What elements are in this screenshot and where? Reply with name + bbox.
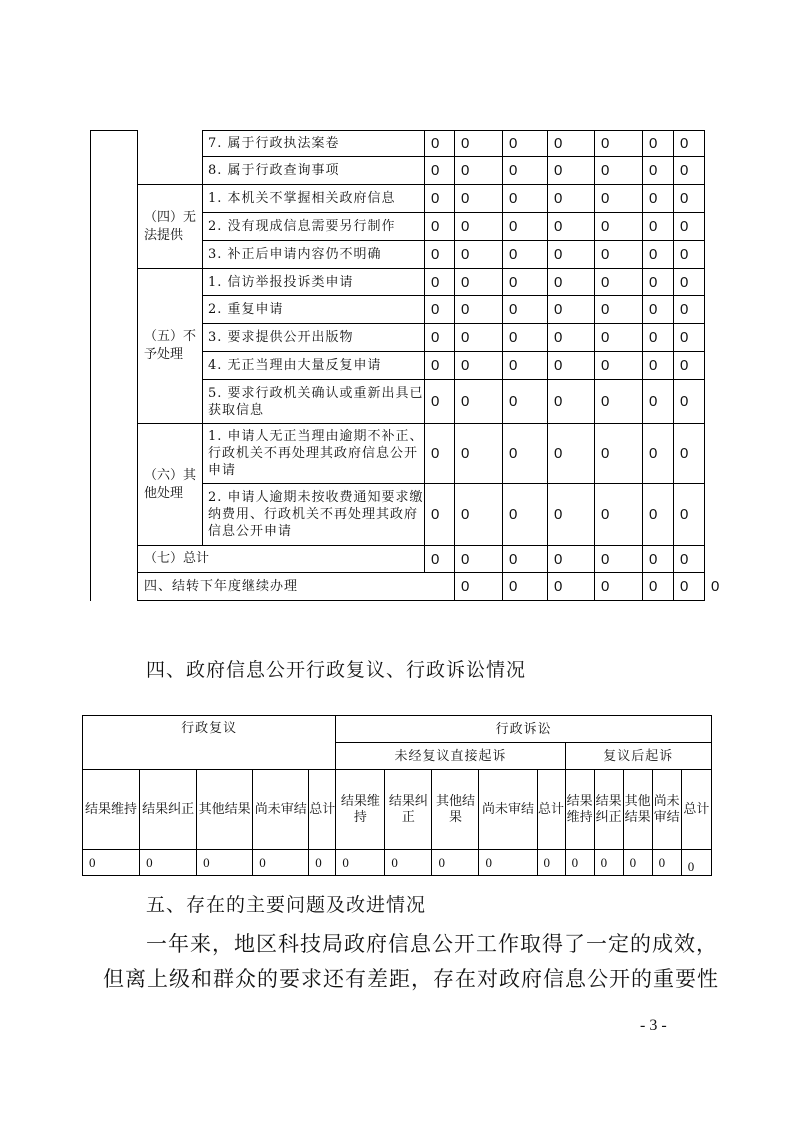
cell-value: 0 — [537, 850, 565, 876]
litigation-header: 行政诉讼 — [336, 716, 712, 743]
cell-value: 0 — [674, 213, 705, 241]
table-row — [91, 131, 705, 157]
cell-value: 0 — [674, 546, 705, 573]
cell-value: 0 — [595, 157, 643, 185]
cell-value: 0 — [595, 241, 643, 269]
cell-value: 0 — [425, 424, 455, 484]
cell-value: 0 — [197, 850, 253, 876]
cell-value: 0 — [643, 324, 674, 352]
cell-value: 0 — [674, 352, 705, 380]
cell-value: 0 — [503, 484, 548, 546]
cell-value: 0 — [674, 131, 705, 157]
row-item: 2. 申请人逾期未按收费通知要求缴纳费用、行政机关不再处理其政府信息公开申请 — [203, 484, 425, 546]
cell-value: 0 — [503, 380, 548, 424]
cell-value: 0 — [595, 185, 643, 213]
direct-suit-header: 未经复议直接起诉 — [336, 743, 565, 770]
cell-value: 0 — [455, 213, 503, 241]
col-header: 尚未审结 — [253, 770, 309, 850]
row-item: 3. 要求提供公开出版物 — [203, 324, 425, 352]
row-item: 1. 申请人无正当理由逾期不补正、行政机关不再处理其政府信息公开申请 — [203, 424, 425, 484]
cell-value: 0 — [595, 546, 643, 573]
cell-value: 0 — [643, 380, 674, 424]
col-header: 结果维持 — [83, 770, 140, 850]
cell-value: 0 — [643, 157, 674, 185]
cell-value: 0 — [503, 546, 548, 573]
cell-value: 0 — [595, 424, 643, 484]
blank-cell — [138, 131, 203, 185]
cell-value: 0 — [643, 573, 674, 601]
cell-value: 0 — [674, 296, 705, 324]
cell-value: 0 — [643, 241, 674, 269]
cell-value: 0 — [623, 850, 652, 876]
header-row — [83, 716, 712, 743]
cell-value: 0 — [548, 324, 595, 352]
page-number: - 3 - — [640, 1017, 667, 1034]
cell-value: 0 — [548, 296, 595, 324]
col-header: 结果纠正 — [140, 770, 197, 850]
cell-value: 0 — [455, 484, 503, 546]
table-row-carry-over: 四、结转下年度继续办理 0 0 0 0 0 0 0 — [91, 573, 705, 601]
cell-value: 0 — [674, 157, 705, 185]
cell-value: 0 — [309, 850, 336, 876]
row-item: 8. 属于行政查询事项 — [203, 157, 425, 185]
cell-value: 0 — [425, 380, 455, 424]
cell-value: 0 — [595, 380, 643, 424]
row-item: 1. 信访举报投诉类申请 — [203, 269, 425, 296]
cell-value: 0 — [548, 241, 595, 269]
cell-value: 0 — [643, 296, 674, 324]
category-other-processing: （六）其他处理 — [138, 424, 203, 546]
cell-value: 0 — [425, 269, 455, 296]
total-label: （七）总计 — [138, 546, 425, 573]
cell-value: 0 — [425, 324, 455, 352]
col-header: 结果纠正 — [385, 770, 432, 850]
cell-value: 0 — [595, 484, 643, 546]
cell-value: 0 — [455, 131, 503, 157]
cell-value: 0 — [425, 546, 455, 573]
cell-value: 0 — [643, 213, 674, 241]
paragraph-line-1: 一年来，地区科技局政府信息公开工作取得了一定的成效， — [146, 932, 718, 956]
cell-value: 0 — [425, 157, 455, 185]
cell-value: 0 — [503, 269, 548, 296]
cell-value: 0 — [253, 850, 309, 876]
cell-value: 0 — [455, 185, 503, 213]
row-item: 3. 补正后申请内容仍不明确 — [203, 241, 425, 269]
cell-value: 0 — [595, 213, 643, 241]
cell-value: 0 — [643, 269, 674, 296]
cell-value: 0 — [425, 352, 455, 380]
col-header: 总计 — [309, 770, 336, 850]
cell-value: 0 — [674, 185, 705, 213]
table-row — [91, 424, 705, 484]
cell-value: 0 — [140, 850, 197, 876]
section-5-title: 五、存在的主要问题及改进情况 — [146, 894, 427, 916]
cell-value: 0 — [455, 352, 503, 380]
cell-value: 0 — [643, 352, 674, 380]
cell-value: 0 — [674, 269, 705, 296]
cell-value: 0 — [425, 296, 455, 324]
col-header: 尚未审结 — [652, 770, 681, 850]
cell-value: 0 — [594, 850, 623, 876]
cell-value: 0 — [643, 484, 674, 546]
row-item: 4. 无正当理由大量反复申请 — [203, 352, 425, 380]
cell-value: 0 — [681, 850, 711, 876]
cell-value: 0 — [425, 131, 455, 157]
review-litigation-table — [82, 715, 712, 876]
category-cannot-provide: （四）无法提供 — [138, 185, 203, 269]
cell-value: 0 — [674, 573, 705, 601]
value-row — [83, 850, 712, 876]
cell-value: 0 — [548, 131, 595, 157]
cell-value: 0 — [548, 157, 595, 185]
application-handling-table — [90, 130, 720, 601]
cell-value: 0 — [674, 324, 705, 352]
cell-value: 0 — [548, 484, 595, 546]
col-header: 其他结果 — [623, 770, 652, 850]
cell-value: 0 — [455, 324, 503, 352]
cell-value: 0 — [432, 850, 479, 876]
cell-value: 0 — [503, 213, 548, 241]
cell-value: 0 — [643, 424, 674, 484]
col-header: 尚未审结 — [479, 770, 537, 850]
cell-value: 0 — [548, 269, 595, 296]
cell-value: 0 — [548, 213, 595, 241]
cell-value: 0 — [455, 424, 503, 484]
column-header-row — [83, 770, 712, 850]
cell-value: 0 — [548, 546, 595, 573]
cell-value: 0 — [595, 573, 643, 601]
cell-value: 0 — [674, 484, 705, 546]
category-not-processed: （五）不予处理 — [138, 269, 203, 424]
cell-value: 0 — [548, 185, 595, 213]
table-row-total — [91, 546, 705, 573]
cell-value: 0 — [83, 850, 140, 876]
cell-value: 0 — [595, 296, 643, 324]
cell-value: 0 — [595, 352, 643, 380]
cell-value: 0 — [503, 352, 548, 380]
col-header: 结果维持 — [336, 770, 385, 850]
cell-value: 0 — [425, 185, 455, 213]
cell-value: 0 — [565, 850, 594, 876]
col-header: 总计 — [537, 770, 565, 850]
col-header: 其他结果 — [197, 770, 253, 850]
cell-value: 0 — [643, 185, 674, 213]
col-header: 总计 — [681, 770, 711, 850]
col-header: 结果纠正 — [594, 770, 623, 850]
cell-value: 0 — [652, 850, 681, 876]
cell-value: 0 — [455, 296, 503, 324]
cell-value: 0 — [503, 185, 548, 213]
col-header: 其他结果 — [432, 770, 479, 850]
col-header: 结果维持 — [565, 770, 594, 850]
cell-value: 0 — [503, 573, 548, 601]
cell-value: 0 — [595, 269, 643, 296]
cell-value: 0 — [455, 380, 503, 424]
cell-value: 0 — [548, 424, 595, 484]
carry-over-label: 四、结转下年度继续办理 — [138, 573, 455, 601]
cell-value: 0 — [455, 241, 503, 269]
row-item: 7. 属于行政执法案卷 — [203, 131, 425, 157]
cell-value: 0 — [503, 296, 548, 324]
cell-value: 0 — [595, 324, 643, 352]
cell-value: 0 — [674, 241, 705, 269]
cell-value: 0 — [425, 484, 455, 546]
cell-value: 0 — [548, 352, 595, 380]
cell-value: 0 — [479, 850, 537, 876]
cell-value: 0 — [548, 380, 595, 424]
cell-value: 0 — [455, 157, 503, 185]
paragraph-line-2: 但离上级和群众的要求还有差距，存在对政府信息公开的重要性 — [103, 967, 719, 991]
section-4-title: 四、政府信息公开行政复议、行政诉讼情况 — [146, 659, 527, 681]
review-header: 行政复议 — [83, 716, 336, 770]
table-row — [91, 185, 705, 213]
cell-value: 0 — [674, 424, 705, 484]
table-row — [91, 269, 705, 296]
cell-value: 0 — [548, 573, 595, 601]
cell-value: 0 — [503, 324, 548, 352]
cell-value: 0 — [455, 546, 503, 573]
cell-value: 0 — [455, 269, 503, 296]
cell-value: 0 — [503, 131, 548, 157]
after-review-header: 复议后起诉 — [565, 743, 711, 770]
cell-value: 0 — [595, 131, 643, 157]
cell-value: 0 — [503, 157, 548, 185]
cell-value: 0 — [503, 424, 548, 484]
cell-value: 0 — [455, 573, 503, 601]
cell-value: 0 — [425, 213, 455, 241]
row-item: 2. 重复申请 — [203, 296, 425, 324]
cell-value: 0 — [503, 241, 548, 269]
cell-value: 0 — [385, 850, 432, 876]
cell-value: 0 — [643, 131, 674, 157]
cell-value: 0 — [425, 241, 455, 269]
cell-value: 0 — [336, 850, 385, 876]
row-item: 2. 没有现成信息需要另行制作 — [203, 213, 425, 241]
row-item: 1. 本机关不掌握相关政府信息 — [203, 185, 425, 213]
outer-blank-cell — [91, 131, 138, 601]
row-item: 5. 要求行政机关确认或重新出具已获取信息 — [203, 380, 425, 424]
cell-value: 0 — [643, 546, 674, 573]
cell-value: 0 — [674, 380, 705, 424]
